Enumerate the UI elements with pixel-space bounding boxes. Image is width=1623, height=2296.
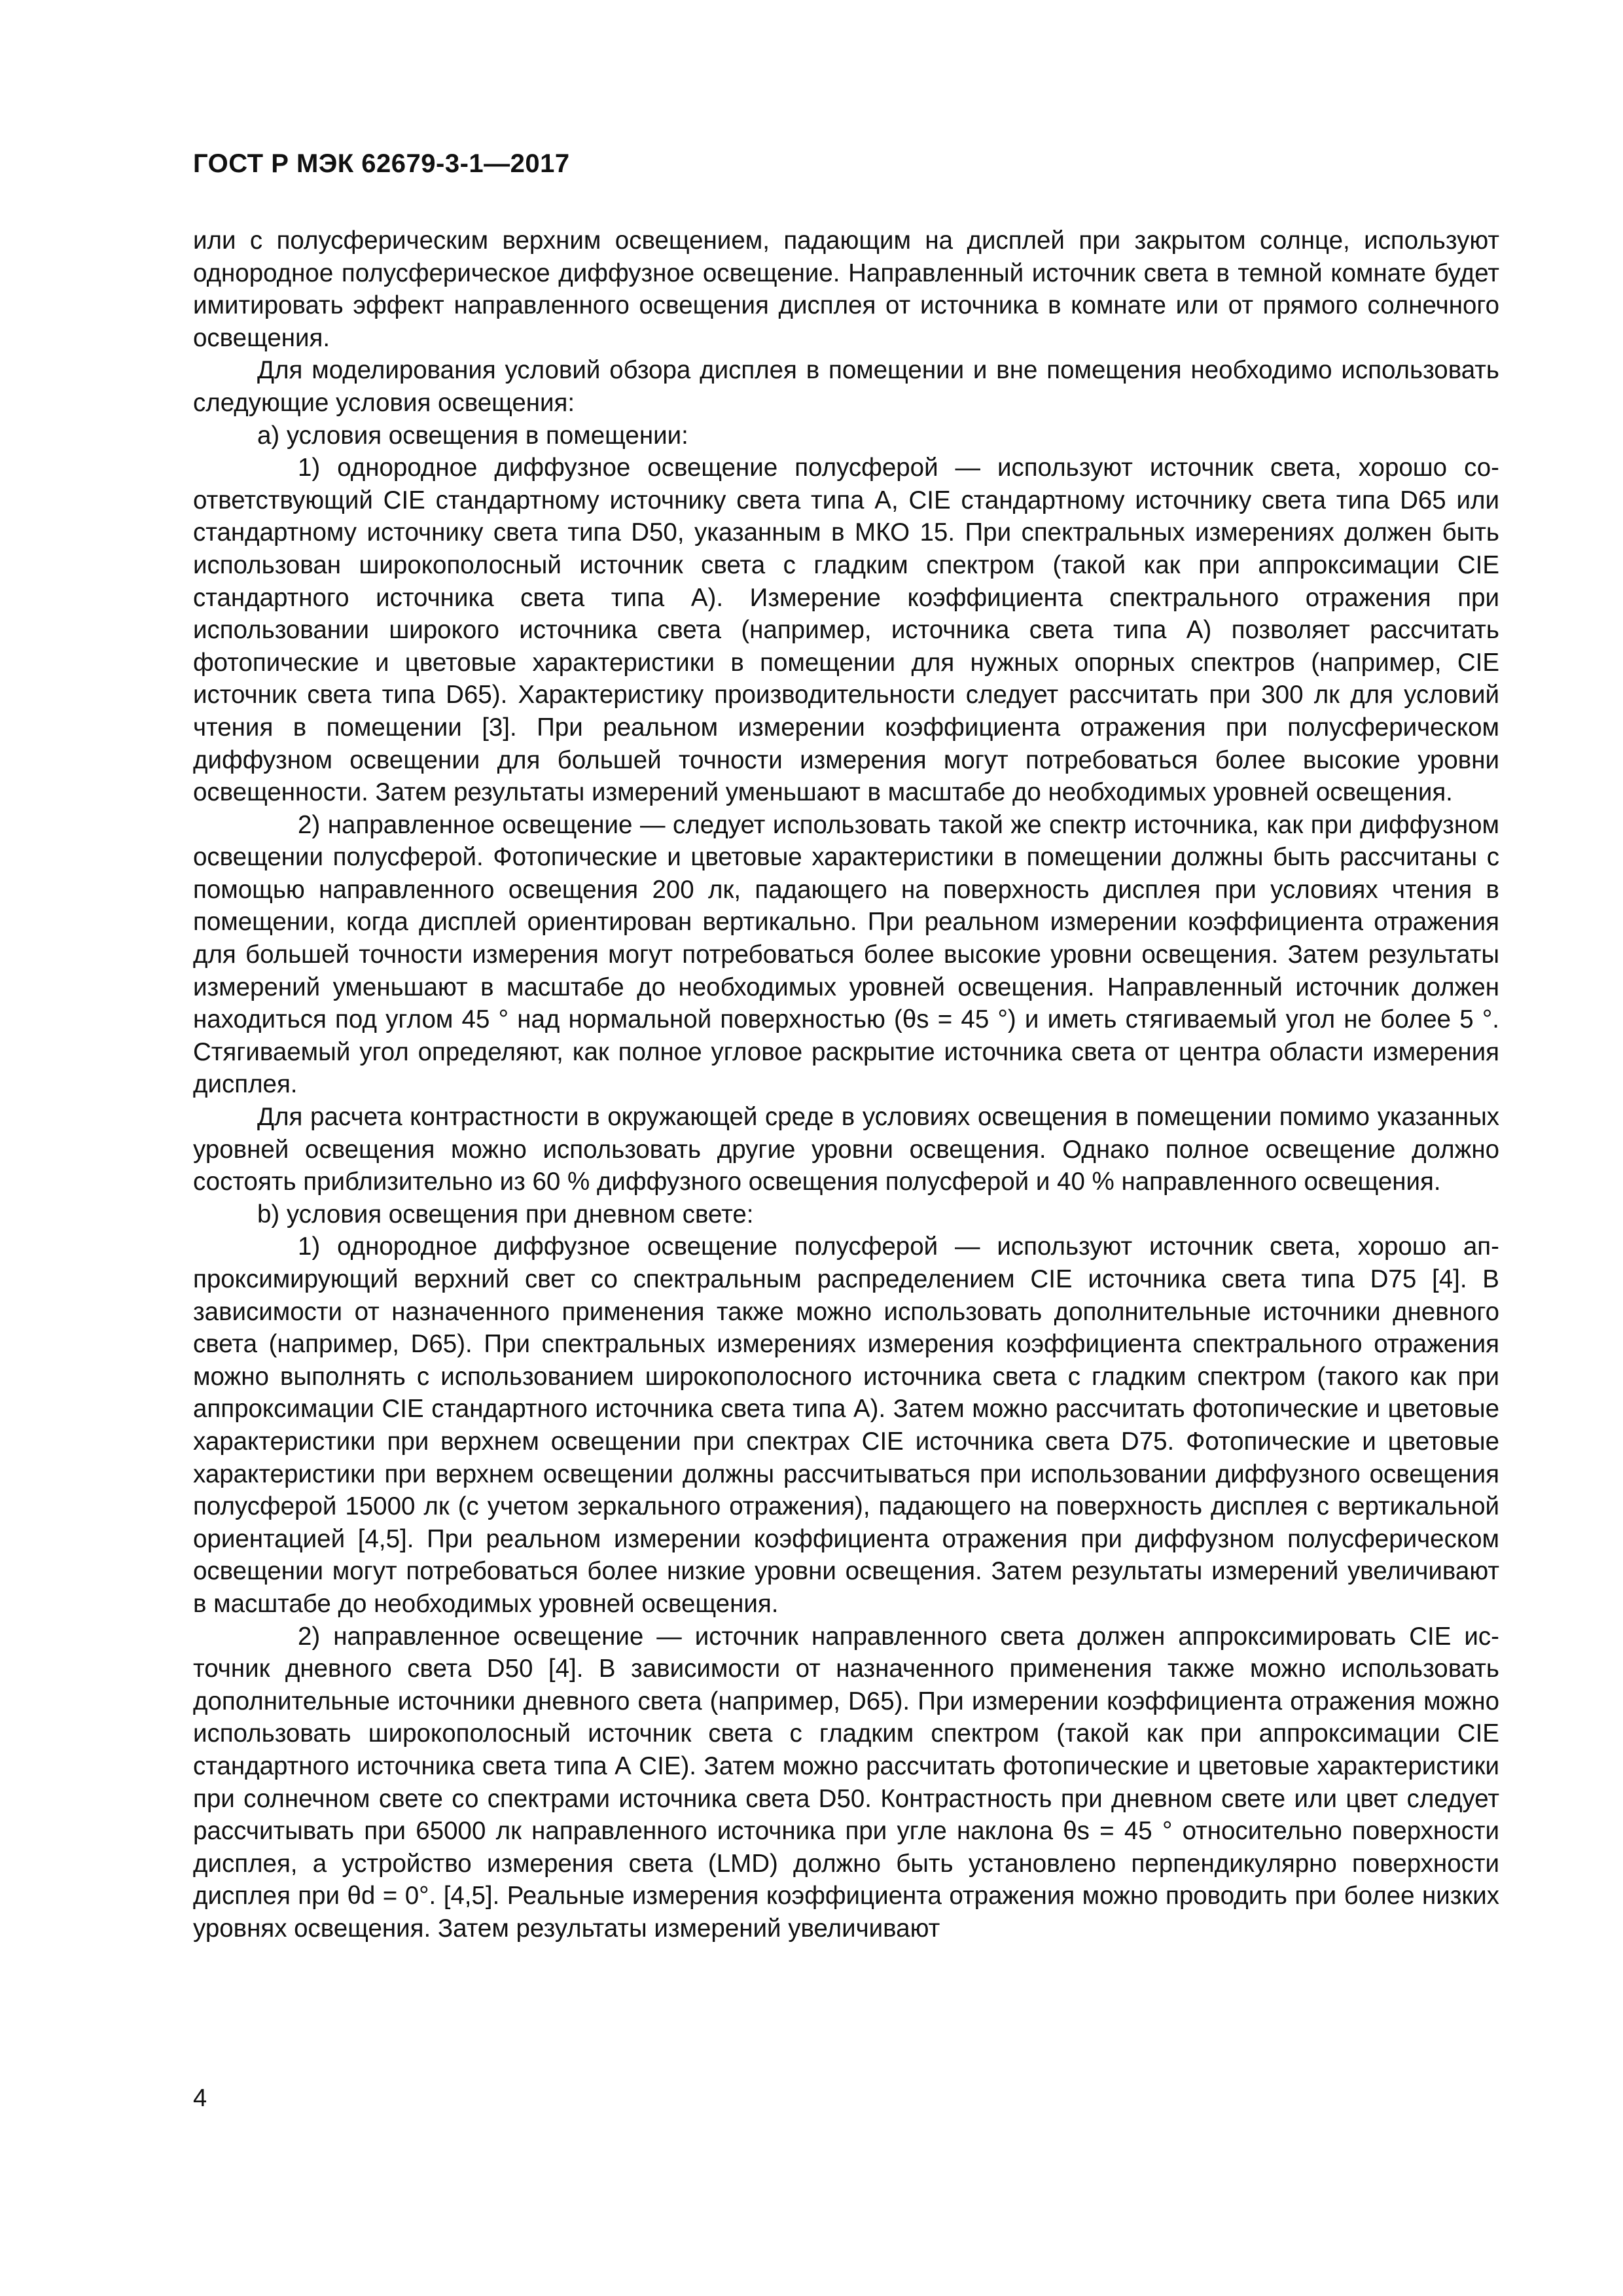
list-item-indoor-directional: 2) направленное освещение — следует использовать такой же спектр источника, как при диффузном освещении полусферой. Фотопические и цветовые характеристики в помещении должны быть рассчитаны с помощью направленного освещения 200 лк, падающего на поверхность дисплея при условиях чтения в помещении, когда дисплей ориентирован вертикально. При реальном измерении коэффициента отражения для большей точности измерения могут потребоваться более высокие уровни освещения. Затем результаты измерений уменьшают в масштабе до необходимых уровней освещения. Направленный источник должен находиться под углом 45 ° над нормальной поверхностью (θs = 45 °) и иметь стягиваемый угол не более 5 °. Стягиваемый угол определяют, как полное угловое раскрытие источника света от центра области измерения дисплея.	[193, 810, 1499, 1099]
list-item-daylight-directional: 2) направленное освещение — источник направленного света должен аппроксимировать CIE источник дневного света D50 [4]. В зависимости от назначенного применения также можно использовать дополнительные источники дневного света (например, D65). При измерении коэффициента отражения можно использовать широкополосный источник света с гладким спектром (такой как при аппроксимации CIE стандартного источника света типа А CIE). Затем можно рассчитать фотопические и цветовые характеристики при солнечном свете со спектрами источника света D50. Контрастность при дневном свете или цвет следует рассчитывать при 65000 лк направленного источника при угле наклона θs = 45 ° относительно поверхности дисплея, а устройство измерения света (LMD) должно быть установлено перпендикулярно поверхности дисплея при θd = 0°. [4,5]. Реальные измерения коэффициента отражения можно проводить при более низких уровнях освещения. Затем результаты измерений увеличивают	[193, 1622, 1499, 1943]
paragraph-contrast-indoor: Для расчета контрастности в окружающей среде в условиях освещения в помещении помимо указанных уровней освещения можно использовать другие уровни освещения. Однако полное освещение должно состоять приблизительно из 60 % диффузного освещения полусферой и 40 % направленного освещения.	[193, 1103, 1499, 1196]
list-item-daylight-heading: b) условия освещения при дневном свете:	[257, 1200, 754, 1229]
list-item-daylight-diffuse: 1) однородное диффузное освещение полусферой — используют источник света, хорошо аппроксимирующий верхний свет со спектральным распределением CIE источника света типа D75 [4]. В зависимости от назначенного применения также можно использовать дополнительные источники дневного света (например, D65). При спектральных измерениях измерения коэффициента спектрального отражения можно выполнять с использованием широкополосного источника света с гладким спектром (такого как при аппроксимации CIE стандартного источника света типа А). Затем можно рассчитать фотопические и цветовые характеристики при верхнем освещении при спектрах CIE источника света D75. Фотопические и цветовые характеристики при верхнем освещении должны рассчитываться при использовании диффузного освещения полусферой 15000 лк (с учетом зеркального отражения), падающего на поверхность дисплея с вертикальной ориентацией [4,5]. При реальном измерении коэффициента отражения при диффузном полусферическом освещении могут потребоваться более низкие уровни освещения. Затем результаты измерений увеличивают в масштабе до необходимых уровней освещения.	[193, 1232, 1499, 1618]
list-item-indoor-heading: a) условия освещения в помещении:	[257, 421, 688, 450]
document-header: ГОСТ Р МЭК 62679-3-1—2017	[193, 149, 570, 178]
document-body	[193, 224, 1499, 1945]
paragraph-continuation: или с полусферическим верхним освещением, падающим на дисплей при закрытом солнце, используют однородное полусферическое диффузное освещение. Направленный источник света в темной комнате будет имитировать эффект направленного освещения дисплея от источника в комнате или от прямого солнечного освещения.	[193, 226, 1499, 352]
list-item-indoor-diffuse: 1) однородное диффузное освещение полусферой — используют источник света, хорошо соответствующий CIE стандартному источнику света типа А, CIE стандартному источнику света типа D65 или стандартному источнику света типа D50, указанным в МКО 15. При спектральных измерениях должен быть использован широкополосный источник света с гладким спектром (такой как при аппроксимации CIE стандартного источника света типа А). Измерение коэффициента спектрального отражения при использовании широкого источника света (например, источника света типа А) позволяет рассчитать фотопические и цветовые характеристики в помещении для нужных опорных спектров (например, CIE источник света типа D65). Характеристику производительности следует рассчитать при 300 лк для условий чтения в помещении [3]. При реальном измерении коэффициента отражения при полусферическом диффузном освещении для большей точности измерения могут потребоваться более высокие уровни освещенности. Затем результаты измерений уменьшают в масштабе до необходимых уровней освещения.	[193, 454, 1499, 807]
paragraph-conditions-intro: Для моделирования условий обзора дисплея в помещении и вне помещения необходимо использовать следующие условия освещения:	[193, 356, 1499, 417]
page-number: 4	[193, 2085, 207, 2112]
